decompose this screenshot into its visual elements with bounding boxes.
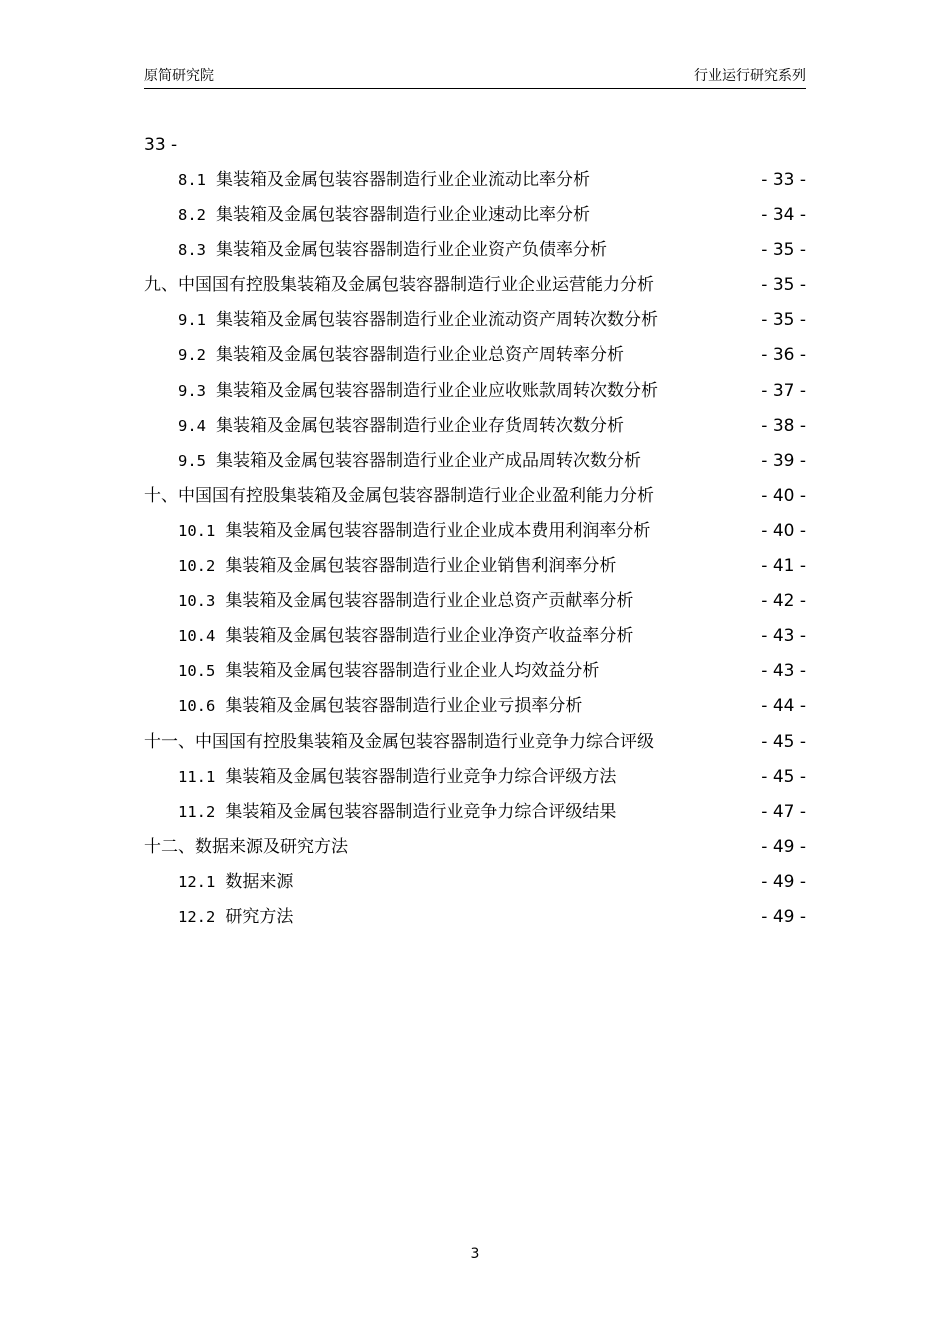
- toc-entry-page: - 41 -: [761, 556, 806, 577]
- toc-entry-title: 集装箱及金属包装容器制造行业企业资产负债率分析: [216, 240, 607, 261]
- toc-entry-number: 9.2: [178, 346, 206, 365]
- toc-entry-number: 12.1: [178, 872, 216, 891]
- toc-entry-page: - 33 -: [761, 170, 806, 190]
- toc-entry-title: 十一、中国国有控股集装箱及金属包装容器制造行业竞争力综合评级: [144, 731, 654, 752]
- toc-entry-number: 9.4: [178, 416, 206, 435]
- toc-entry-title: 集装箱及金属包装容器制造行业企业流动资产周转次数分析: [216, 310, 658, 331]
- toc-entry-number: 11.1: [178, 767, 216, 786]
- toc-entry-page: - 45 -: [761, 731, 806, 752]
- toc-entry-number: 9.3: [178, 381, 206, 400]
- toc-entry-page: - 35 -: [761, 240, 806, 261]
- page-header: [144, 66, 806, 89]
- toc-entry[interactable]: [144, 514, 806, 549]
- toc-entry-title: 集装箱及金属包装容器制造行业企业总资产贡献率分析: [225, 591, 634, 612]
- toc-entry[interactable]: [144, 760, 806, 795]
- toc-entry[interactable]: [144, 865, 806, 900]
- toc-entry-number: 10.5: [178, 662, 216, 681]
- toc-entry[interactable]: [144, 338, 806, 373]
- toc-entry[interactable]: [144, 689, 806, 724]
- toc-entry-number: 10.6: [178, 697, 216, 716]
- toc-entry-page: - 43 -: [761, 661, 806, 682]
- toc-entry[interactable]: [144, 409, 806, 444]
- toc-entry-page: - 44 -: [761, 696, 806, 717]
- toc-entry[interactable]: [144, 233, 806, 268]
- toc-entry-page: - 40 -: [761, 485, 806, 506]
- toc-entry-page: - 37 -: [761, 380, 806, 401]
- toc-entry[interactable]: [144, 303, 806, 338]
- toc-entry-title: 集装箱及金属包装容器制造行业企业人均效益分析: [225, 661, 600, 682]
- toc-entry[interactable]: [144, 584, 806, 619]
- toc-entry[interactable]: [144, 479, 806, 514]
- toc-entry-number: 10.4: [178, 627, 216, 646]
- toc-entry[interactable]: [144, 725, 806, 760]
- toc-entry-title: 九、中国国有控股集装箱及金属包装容器制造行业企业运营能力分析: [144, 275, 654, 296]
- toc-entry-page: - 47 -: [761, 801, 806, 822]
- toc-entry[interactable]: [144, 163, 806, 198]
- toc-entry[interactable]: [144, 795, 806, 830]
- toc-entry-number: 9.5: [178, 451, 206, 470]
- toc-entry[interactable]: [144, 900, 806, 935]
- header-series: 行业运行研究系列: [694, 68, 806, 84]
- toc-entry-title: 集装箱及金属包装容器制造行业企业速动比率分析: [216, 205, 590, 226]
- header-publisher: 原简研究院: [144, 68, 214, 84]
- toc-entry-number: 9.1: [178, 311, 206, 330]
- toc-entry-title: 集装箱及金属包装容器制造行业企业亏损率分析: [225, 696, 583, 717]
- toc-entry-page: - 39 -: [761, 450, 806, 471]
- toc-entry-number: 8.3: [178, 241, 206, 260]
- toc-entry-page: - 49 -: [761, 836, 806, 857]
- toc-entry[interactable]: [144, 830, 806, 865]
- toc-entry-page: - 49 -: [761, 906, 806, 927]
- toc-entry-page: - 35 -: [761, 275, 806, 296]
- toc-entries: [144, 163, 806, 935]
- toc-entry-number: 11.2: [178, 802, 216, 821]
- toc-entry-title: 集装箱及金属包装容器制造行业企业总资产周转率分析: [216, 345, 624, 366]
- toc-entry-title: 集装箱及金属包装容器制造行业企业存货周转次数分析: [216, 415, 624, 436]
- toc-entry-title: 集装箱及金属包装容器制造行业竞争力综合评级方法: [225, 766, 617, 787]
- toc-entry[interactable]: [144, 198, 806, 233]
- toc-entry-title: 集装箱及金属包装容器制造行业企业净资产收益率分析: [225, 626, 634, 647]
- toc-entry-number: 12.2: [178, 907, 216, 926]
- toc-entry[interactable]: [144, 444, 806, 479]
- toc-entry-page: - 35 -: [761, 310, 806, 331]
- toc-entry-title: 集装箱及金属包装容器制造行业企业应收账款周转次数分析: [216, 380, 658, 401]
- toc-entry-title: 数据来源: [225, 871, 294, 892]
- toc-entry-title: 集装箱及金属包装容器制造行业企业流动比率分析: [216, 170, 590, 190]
- toc-entry-page: - 42 -: [761, 591, 806, 612]
- toc-entry-number: 10.1: [178, 521, 216, 540]
- toc-entry-page: - 34 -: [761, 205, 806, 226]
- page-number: 3: [470, 1246, 480, 1262]
- toc-entry-title: 十二、数据来源及研究方法: [144, 836, 348, 857]
- table-of-contents: [144, 128, 806, 935]
- toc-entry-title: 集装箱及金属包装容器制造行业企业产成品周转次数分析: [216, 450, 641, 471]
- toc-entry-page: - 36 -: [761, 345, 806, 366]
- toc-entry[interactable]: [144, 619, 806, 654]
- toc-entry-title: 十、中国国有控股集装箱及金属包装容器制造行业企业盈利能力分析: [144, 485, 654, 506]
- toc-entry-title: 集装箱及金属包装容器制造行业企业成本费用利润率分析: [225, 520, 651, 541]
- toc-entry[interactable]: [144, 374, 806, 409]
- toc-entry-number: 8.1: [178, 171, 206, 189]
- toc-entry-page: - 43 -: [761, 626, 806, 647]
- toc-entry-title: 集装箱及金属包装容器制造行业竞争力综合评级结果: [225, 801, 617, 822]
- toc-entry-title: 研究方法: [225, 906, 294, 927]
- toc-entry-page: - 38 -: [761, 415, 806, 436]
- toc-entry-number: 10.3: [178, 592, 216, 611]
- toc-entry-page: - 40 -: [761, 520, 806, 541]
- toc-entry[interactable]: [144, 268, 806, 303]
- toc-entry-number: 8.2: [178, 206, 206, 225]
- toc-continuation: 33 -: [144, 135, 178, 155]
- toc-entry-number: 10.2: [178, 557, 216, 576]
- toc-entry[interactable]: [144, 654, 806, 689]
- toc-entry-page: - 49 -: [761, 871, 806, 892]
- toc-entry-page: - 45 -: [761, 766, 806, 787]
- toc-entry-title: 集装箱及金属包装容器制造行业企业销售利润率分析: [225, 556, 617, 577]
- toc-entry[interactable]: [144, 549, 806, 584]
